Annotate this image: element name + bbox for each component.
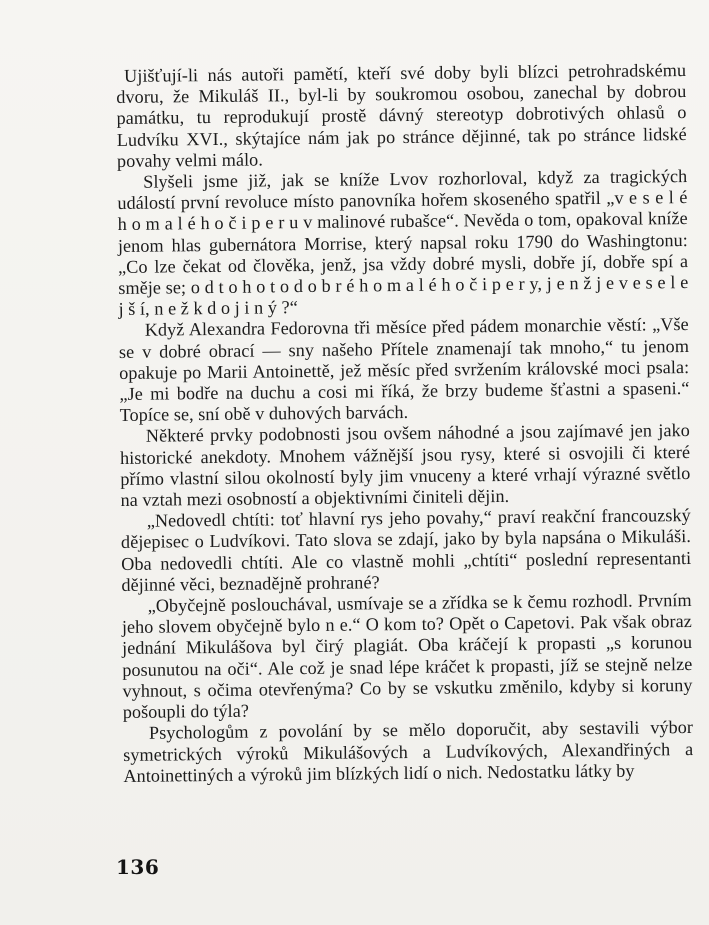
paragraph-2: Slyšeli jsme již, jak se kníže Lvov rozhorloval, když za tragických událostí první revoluce místo panovníka hořem skoseného spatřil „v e s e l é h o m a l é h o č i p e r u v malinové rubašce“. Nevěda o tom, opakoval kníže jenom hlas gubernátora Morrise, který napsal roku 1790 do Washingtonu: „Co lze čekat od člověka, jenž, jsa vždy dobré mysli, dobře jí, dobře spí a směje se; o d t o h o t o d o b r é h o m a l é h o č i p e r y, j e n ž j e v e s e l e j š í, n e ž k d o j i n ý ?“ <box>117 166 689 320</box>
page-number: 136 <box>116 855 160 879</box>
paragraph-1: Ujišťují-li nás autoři pamětí, kteří své doby byli blízci petrohradskému dvoru, že Mikuláš II., byl-li by soukromou osobou, zanechal by dobrou památku, tu reprodukují prostě dávný stereotyp dobrotivých ohlasů o Ludvíku XVI., skýtajíce nám jak po stránce dějinné, tak po stránce lidské povahy velmi málo. <box>116 60 687 171</box>
body-text <box>116 60 694 787</box>
paragraph-6: „Obyčejně poslouchával, usmívaje se a zřídka se k čemu rozhodl. Prvním jeho slovem obyčejně bylo n e.“ O kom to? Opět o Capetovi. Pak však obraz jednání Mikulášova byl čirý plagiát. Oba kráčejí k propasti „s korunou posunutou na oči“. Ale což je snad lépe kráčet k propasti, jíž se stejně nelze vyhnout, s očima otevřenýma? Co by se vskutku změnilo, kdyby si koruny pošoupli do týla? <box>121 590 693 723</box>
paragraph-3: Když Alexandra Fedorovna tři měsíce před pádem monarchie věstí: „Vše se v dobré obrací — sny našeho Přítele znamenají tak mnoho,“ tu jenom opakuje po Marii Antoinettě, jež měsíc před svržením královské moci psala: „Je mi bodře na duchu a cosi mi říká, že brzy budeme šťastni a spaseni.“ Topíce se, sní obě v duhových barvách. <box>118 314 690 426</box>
paragraph-4: Některé prvky podobnosti jsou ovšem náhodné a jsou zajímavé jen jako historické anekdoty. Mnohem vážnější jsou rysy, které si osvojili či které přímo vlastní silou okolností byly jim vnuceny a které vrhají výrazné světlo na vztah mezi osobností a objektivními činiteli dějin. <box>119 420 691 511</box>
paragraph-5: „Nedovedl chtíti: toť hlavní rys jeho povahy,“ praví reakční francouzský dějepisec o Ludvíkovi. Tato slova se zdají, jako by byla napsána o Mikuláši. Oba nedovedli chtíti. Ale co vlastně mohli „chtíti“ poslední representanti dějinné věci, beznadějně prohrané? <box>120 505 692 595</box>
paragraph-7: Psychologům z povolání by se mělo doporučit, aby sestavili výbor symetrických výroků Mikulášových a Ludvíkových, Alexandřiných a Antoinettiných a výroků jim blízkých lidí o nich. Nedostatku látky by <box>123 717 694 786</box>
